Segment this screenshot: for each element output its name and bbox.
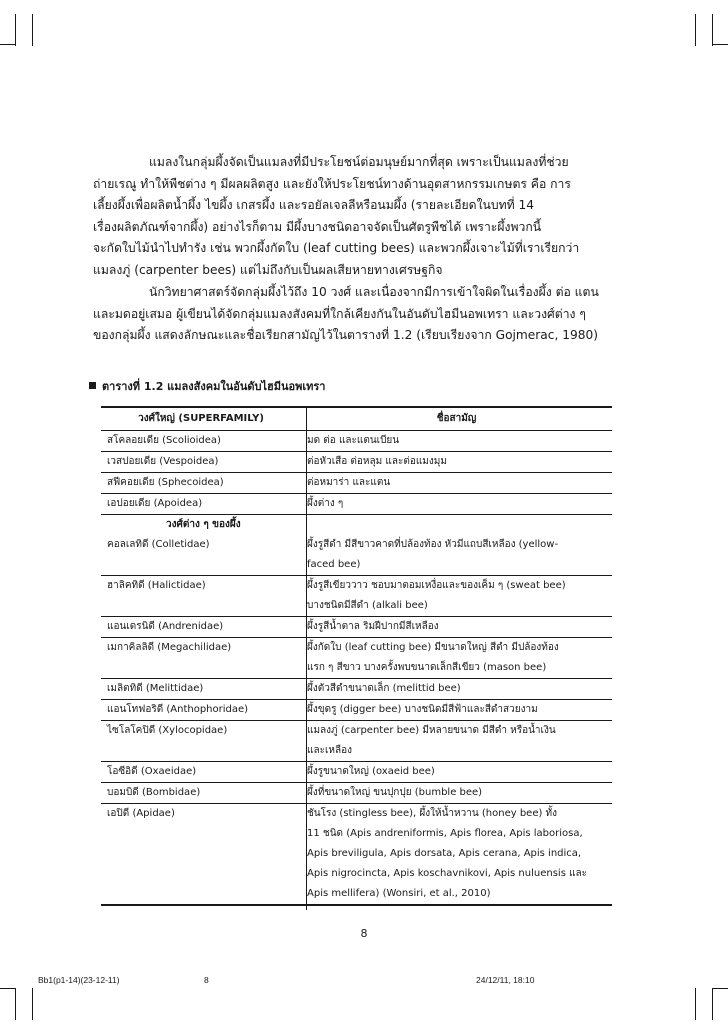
- common-name: [301, 762, 612, 783]
- crop-mark: [15, 988, 16, 1020]
- table-row: [101, 721, 612, 762]
- common-name-line: ผึ้งที่ขนาดใหญ่ ขนปุกปุย (bumble bee): [307, 787, 483, 798]
- common-name-line: ผึ้งรูสีดำ มีสีขาวคาดที่ปล้องท้อง หัวมีแถบสีเหลือง (yellow-: [307, 539, 559, 550]
- table-subheader-row: [101, 515, 612, 536]
- table-row: [101, 431, 612, 452]
- hymenoptera-table: [101, 406, 612, 906]
- common-name-line: ผึ้งกัดใบ (leaf cutting bee) มีขนาดใหญ่ สีดำ มีปล้องท้อง: [307, 642, 559, 653]
- crop-mark: [712, 14, 713, 46]
- common-name: [301, 638, 612, 679]
- family-name: โอซีอิดี (Oxaeidae): [101, 762, 301, 783]
- common-name: [301, 783, 612, 804]
- column-header-common: ชื่อสามัญ: [301, 407, 612, 431]
- table-header-row: [101, 407, 612, 431]
- common-name: มด ต่อ และแตนเบียน: [301, 431, 612, 452]
- common-name-line: faced bee): [307, 559, 361, 570]
- slug-file: Bb1(p1-14)(23-12-11): [38, 975, 120, 985]
- common-name-line: Apis breviligula, Apis dorsata, Apis cerana, Apis indica,: [307, 848, 582, 859]
- common-name-line: 11 ชนิด (Apis andreniformis, Apis florea, Apis laboriosa,: [307, 828, 583, 839]
- common-name-line: Apis mellifera) (Wonsiri, et al., 2010): [307, 888, 491, 899]
- common-name-line: ผึ้งรูขนาดใหญ่ (oxaeid bee): [307, 766, 435, 777]
- common-name-line: ชันโรง (stingless bee), ผึ้งให้น้ำหวาน (honey bee) ทั้ง: [307, 808, 558, 819]
- common-name: ต่อหัวเสือ ต่อหลุม และต่อแมงมุม: [301, 452, 612, 473]
- family-name: เอปิดี (Apidae): [101, 804, 301, 906]
- common-name: [301, 721, 612, 762]
- intro-paragraph: [93, 152, 613, 282]
- subheader-label: วงศ์ต่าง ๆ ของผึ้ง: [166, 519, 241, 530]
- family-name: บอมบิดี (Bombidae): [101, 783, 301, 804]
- table-row: [101, 494, 612, 515]
- slug-page: 8: [204, 975, 209, 985]
- crop-mark: [0, 988, 16, 989]
- common-name-line: และเหลือง: [307, 745, 352, 756]
- table-caption-text: ตารางที่ 1.2 แมลงสังคมในอันดับไฮมีนอพเทรา: [102, 380, 326, 393]
- table-row: [101, 535, 612, 576]
- common-name: [301, 700, 612, 721]
- common-name-line: แมลงภู่ (carpenter bee) มีหลายขนาด มีสีดำ หรือน้ำเงิน: [307, 725, 556, 736]
- common-name: [301, 617, 612, 638]
- table-row: [101, 700, 612, 721]
- crop-mark: [695, 988, 696, 1020]
- slug-datetime: 24/12/11, 18:10: [476, 975, 535, 985]
- family-name: เอปอยเดีย (Apoidea): [101, 494, 301, 515]
- common-name-line: ผึ้งรูสีเขียววาว ชอบมาตอมเหงื่อและของเค็ม ๆ (sweat bee): [307, 580, 566, 591]
- common-name: [301, 804, 612, 906]
- common-name: [301, 576, 612, 617]
- paragraph-line: เรื่องผลิตภัณฑ์จากผึ้ง) อย่างไรก็ตาม มีผึ้งบางชนิดอาจจัดเป็นศัตรูพืชได้ เพราะผึ้งพวกนี้: [93, 219, 542, 234]
- crop-mark: [0, 44, 16, 45]
- table-row: [101, 452, 612, 473]
- paragraph-line: และมดอยู่เสมอ ผู้เขียนได้จัดกลุ่มแมลงสังคมที่ใกล้เคียงกันในอันดับไฮมีนอพเทรา และวงศ์ต่าง ๆ: [93, 306, 586, 321]
- crop-mark: [712, 988, 713, 1020]
- paragraph-line: นักวิทยาศาสตร์จัดกลุ่มผึ้งไว้ถึง 10 วงศ์ และเนื่องจากมีการเข้าใจผิดในเรื่องผึ้ง ต่อ แตน: [149, 285, 599, 299]
- paragraph-line: ของกลุ่มผึ้ง แสดงลักษณะและชื่อเรียกสามัญไว้ในตารางที่ 1.2 (เรียบเรียงจาก Gojmerac, 1980): [93, 328, 598, 343]
- crop-mark: [32, 988, 33, 1020]
- table-row: [101, 576, 612, 617]
- family-name: คอลเลทิดี (Colletidae): [101, 535, 301, 576]
- column-header-family: วงศ์ใหญ่ (SUPERFAMILY): [101, 407, 301, 431]
- page-number: 8: [360, 927, 368, 940]
- table-caption: [89, 377, 325, 395]
- classification-paragraph: [93, 282, 613, 347]
- family-name: เมกาคิลลิดี (Megachilidae): [101, 638, 301, 679]
- crop-mark: [712, 44, 728, 45]
- family-name: เวสปอยเดีย (Vespoidea): [101, 452, 301, 473]
- table-row: [101, 762, 612, 783]
- family-name: สฟีคอยเดีย (Sphecoidea): [101, 473, 301, 494]
- common-name-line: ผึ้งรูสีน้ำตาล ริมฝีปากมีสีเหลือง: [307, 621, 439, 632]
- table-row: [101, 473, 612, 494]
- paragraph-line: ถ่ายเรณู ทำให้พืชต่าง ๆ มีผลผลิตสูง และยังให้ประโยชน์ทางด้านอุตสาหกรรมเกษตร คือ การ: [93, 176, 571, 191]
- bullet-square-icon: [89, 382, 96, 389]
- common-name: ต่อหมาร่า และแตน: [301, 473, 612, 494]
- table-row: [101, 783, 612, 804]
- table-row: [101, 804, 612, 906]
- common-name-line: ผึ้งขุดรู (digger bee) บางชนิดมีสีฟ้าและสีดำสวยงาม: [307, 704, 538, 715]
- crop-mark: [15, 14, 16, 46]
- family-name: ไซโลโคปิดี (Xylocopidae): [101, 721, 301, 762]
- crop-mark: [32, 14, 33, 46]
- table-row: [101, 638, 612, 679]
- table-row: [101, 679, 612, 700]
- family-name: เมลิตทิดี (Melittidae): [101, 679, 301, 700]
- common-name: ผึ้งต่าง ๆ: [301, 494, 612, 515]
- common-name: [301, 679, 612, 700]
- common-name: [301, 535, 612, 576]
- common-name-line: Apis nigrocincta, Apis koschavnikovi, Apis nuluensis และ: [307, 868, 588, 879]
- common-name-line: แรก ๆ สีขาว บางครั้งพบขนาดเล็กสีเขียว (mason bee): [307, 662, 547, 673]
- family-name: สโคลอยเดีย (Scolioidea): [101, 431, 301, 452]
- family-name: แอนเดรนิดี (Andrenidae): [101, 617, 301, 638]
- family-name: ฮาลิคทิดี (Halictidae): [101, 576, 301, 617]
- paragraph-line: แมลงในกลุ่มผึ้งจัดเป็นแมลงที่มีประโยชน์ต่อมนุษย์มากที่สุด เพราะเป็นแมลงที่ช่วย: [149, 155, 569, 169]
- common-name-line: ผึ้งตัวสีดำขนาดเล็ก (melittid bee): [307, 683, 461, 694]
- paragraph-line: จะกัดใบไม้นำไปทำรัง เช่น พวกผึ้งกัดใบ (leaf cutting bees) และพวกผึ้งเจาะไม้ที่เราเรียกว่า: [93, 241, 580, 256]
- common-name-line: บางชนิดมีสีดำ (alkali bee): [307, 600, 428, 611]
- paragraph-line: เลี้ยงผึ้งเพื่อผลิตน้ำผึ้ง ไขผึ้ง เกสรผึ้ง และรอยัลเจลลีหรือนมผึ้ง (รายละเอียดในบทที่ 14: [93, 198, 535, 213]
- table-row: [101, 617, 612, 638]
- family-name: แอนโทฟอริดี (Anthophoridae): [101, 700, 301, 721]
- crop-mark: [695, 14, 696, 46]
- paragraph-line: แมลงภู่ (carpenter bees) แต่ไม่ถึงกับเป็นผลเสียหายทางเศรษฐกิจ: [93, 262, 443, 277]
- crop-mark: [712, 988, 728, 989]
